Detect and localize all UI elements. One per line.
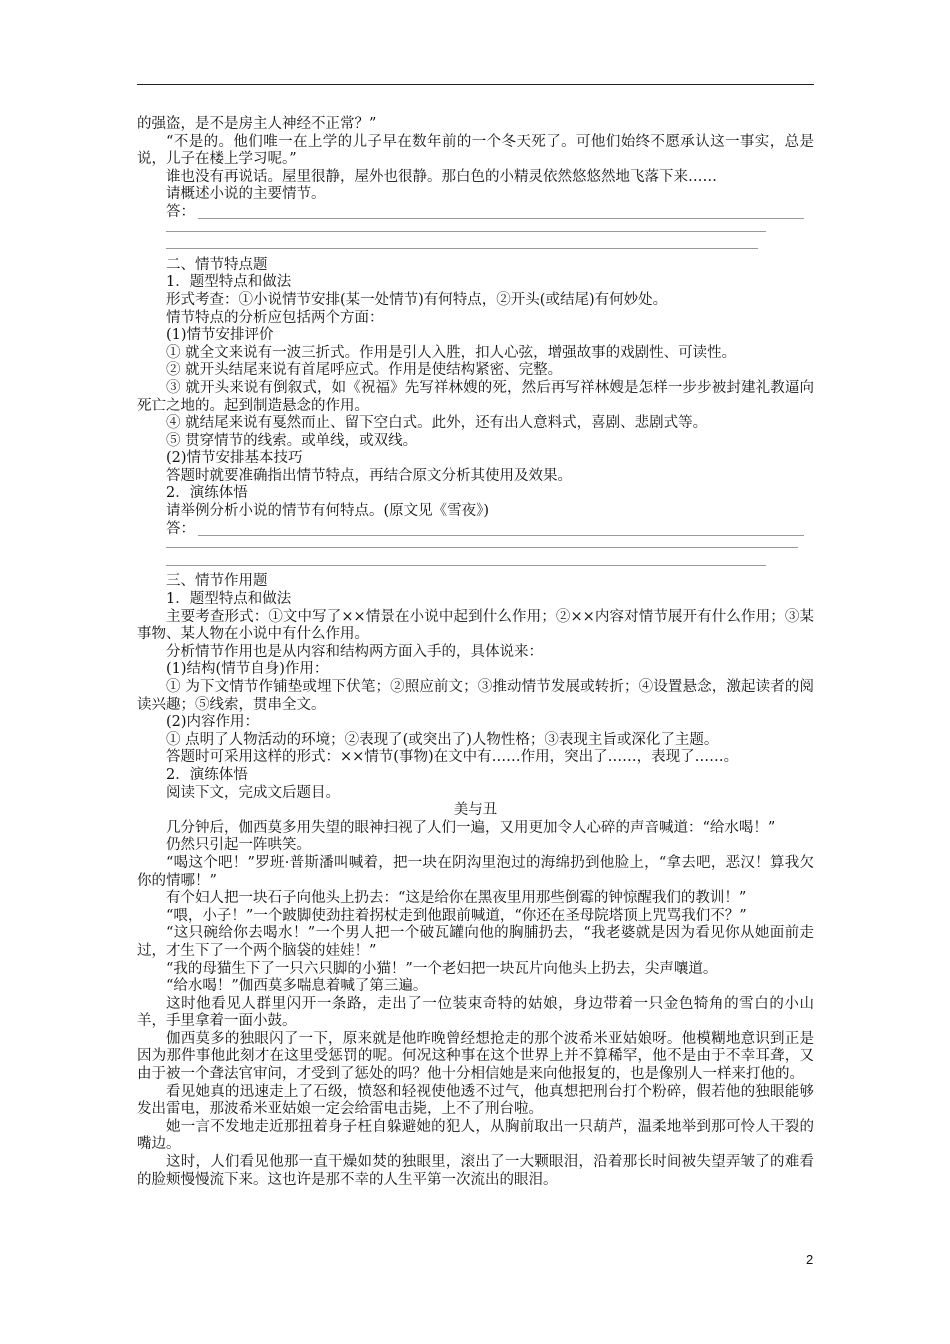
story-paragraph: “这只碗给你去喝水！”一个男人把一个破瓦罐向他的胸脯扔去，“我老婆就是因为看见你从她面前走过，才生下了一个两个脑袋的娃娃！” <box>137 925 814 959</box>
paragraph: ① 就全文来说有一波三折式。作用是引人入胜，扣人心弦，增强故事的戏剧性、可读性。 <box>166 344 737 361</box>
paragraph: 主要考查形式：①文中写了××情景在小说中起到什么作用；②××内容对情节展开有什么作用；③某事物、某人物在小说中有什么作用。 <box>137 608 814 643</box>
paragraph: ① 为下文情节作铺垫或埋下伏笔；②照应前文；③推动情节发展或转折；④设置悬念，激起读者的阅读兴趣；⑤线索，贯串全文。 <box>137 679 814 713</box>
subheading: 2．演练体悟 <box>166 766 248 783</box>
paragraph: 谁也没有再说话。屋里很静，屋外也很静。那白色的小精灵依然悠悠然地飞落下来…… <box>166 168 717 185</box>
subheading: 1．题型特点和做法 <box>166 591 292 608</box>
answer-line[interactable] <box>137 521 814 539</box>
paragraph: 答题时可采用这样的形式：××情节(事物)在文中有……作用，突出了……，表现了……。 <box>166 749 739 766</box>
paragraph: (2)情节安排基本技巧 <box>166 450 303 467</box>
paragraph: 情节特点的分析应包括两个方面： <box>166 309 384 326</box>
paragraph: ④ 就结尾来说有戛然而止、留下空白式。此外，还有出人意料式，喜剧、悲剧式等。 <box>166 415 708 432</box>
paragraph: 形式考查：①小说情节安排(某一处情节)有何特点，②开头(或结尾)有何妙处。 <box>166 291 668 308</box>
section-heading: 三、情节作用题 <box>166 573 268 590</box>
story-paragraph: 这时他看见人群里闪开一条路，走出了一位装束奇特的姑娘，身边带着一只金色犄角的雪白的小山羊，手里拿着一面小鼓。 <box>137 995 814 1030</box>
story-title: 美与丑 <box>453 802 498 819</box>
answer-label: 答： <box>166 203 195 220</box>
page-number: 2 <box>806 1252 814 1267</box>
story-paragraph: 这时，人们看见他那一直干燥如焚的独眼里，滚出了一大颗眼泪，沿着那长时间被失望弄皱了的难看的脸颊慢慢流下来。这也许是那不幸的人生平第一次流出的眼泪。 <box>137 1154 814 1188</box>
answer-line[interactable] <box>137 204 814 222</box>
story-paragraph: 看见她真的迅速走上了石级，愤怒和轻视使他透不过气，他真想把刑台打个粉碎，假若他的独眼能够发出雷电，那波希米亚姑娘一定会给雷电击毙，上不了刑台啦。 <box>137 1083 814 1118</box>
paragraph: 答题时就要准确指出情节特点，再结合原文分析其使用及效果。 <box>166 467 572 484</box>
paragraph: (2)内容作用： <box>166 714 260 731</box>
paragraph: 的强盗，是不是房主人神经不正常？” <box>137 116 377 132</box>
subheading: 1．题型特点和做法 <box>166 274 292 291</box>
story-paragraph: 几分钟后，伽西莫多用失望的眼神扫视了人们一遍，又用更加令人心碎的声音喊道：“给水喝！” <box>166 819 776 836</box>
section-heading: 二、情节特点题 <box>166 256 268 273</box>
story-paragraph: 她一言不发地走近那扭着身子枉自躲避她的犯人，从胸前取出一只葫芦，温柔地举到那可怜人干裂的嘴边。 <box>137 1118 814 1153</box>
paragraph: ② 就开头结尾来说有首尾呼应式。作用是使结构紧密、完整。 <box>166 362 563 379</box>
paragraph: ⑤ 贯穿情节的线索。或单线，或双线。 <box>166 432 418 449</box>
story-paragraph: 有个妇人把一块石子向他头上扔去：“这是给你在黑夜里用那些倒霉的钟惊醒我们的教训！” <box>166 890 747 907</box>
answer-label: 答： <box>166 520 195 537</box>
story-paragraph: 伽西莫多的独眼闪了一下，原来就是他昨晚曾经想抢走的那个波希米亚姑娘呀。他模糊地意识到正是因为那件事他此刻才在这里受惩罚的呢。何况这种事在这个世界上并不算稀罕，他不是由于不幸耳聋，又由于被一个聋法官审问，才受到了惩处的吗？他十分相信她是来向他报复的，也是像别人一样来打他的。 <box>137 1030 814 1083</box>
question: 请举例分析小说的情节有何特点。(原文见《雪夜》) <box>166 503 490 520</box>
paragraph: (1)情节安排评价 <box>166 327 274 344</box>
paragraph: ① 点明了人物活动的环境；②表现了(或突出了)人物性格；③表现主旨或深化了主题。 <box>166 731 719 748</box>
document-body <box>137 116 814 1189</box>
question: 请概述小说的主要情节。 <box>166 186 326 203</box>
paragraph: (1)结构(情节自身)作用： <box>166 661 329 678</box>
story-paragraph: 仍然只引起一阵哄笑。 <box>166 837 311 854</box>
answer-blanks[interactable] <box>166 538 814 573</box>
answer-blanks[interactable] <box>166 222 814 257</box>
story-paragraph: “给水喝！”伽西莫多喘息着喊了第三遍。 <box>166 978 428 995</box>
story-paragraph: “喂，小子！”一个跛脚使劲拄着拐杖走到他跟前喊道，“你还在圣母院塔顶上咒骂我们不？” <box>166 907 747 924</box>
story-paragraph: “我的母猫生下了一只六只脚的小猫！”一个老妇把一块瓦片向他头上扔去，尖声嚷道。 <box>166 960 718 977</box>
paragraph: “不是的。他们唯一在上学的儿子早在数年前的一个冬天死了。可他们始终不愿承认这一事实，总是说，儿子在楼上学习呢。” <box>137 133 814 168</box>
header-rule <box>137 84 814 85</box>
subheading: 2．演练体悟 <box>166 485 248 502</box>
paragraph: 分析情节作用也是从内容和结构两方面入手的，具体说来： <box>166 643 543 660</box>
paragraph: ③ 就开头来说有倒叙式，如《祝福》先写祥林嫂的死，然后再写祥林嫂是怎样一步步被封建礼教逼向死亡之地的。起到制造悬念的作用。 <box>137 379 814 414</box>
paragraph: 阅读下文，完成文后题目。 <box>166 784 340 801</box>
story-paragraph: “喝这个吧！”罗班·普斯潘叫喊着，把一块在阴沟里泡过的海绵扔到他脸上，“拿去吧，恶汉！算我欠你的情哪！” <box>137 854 814 889</box>
